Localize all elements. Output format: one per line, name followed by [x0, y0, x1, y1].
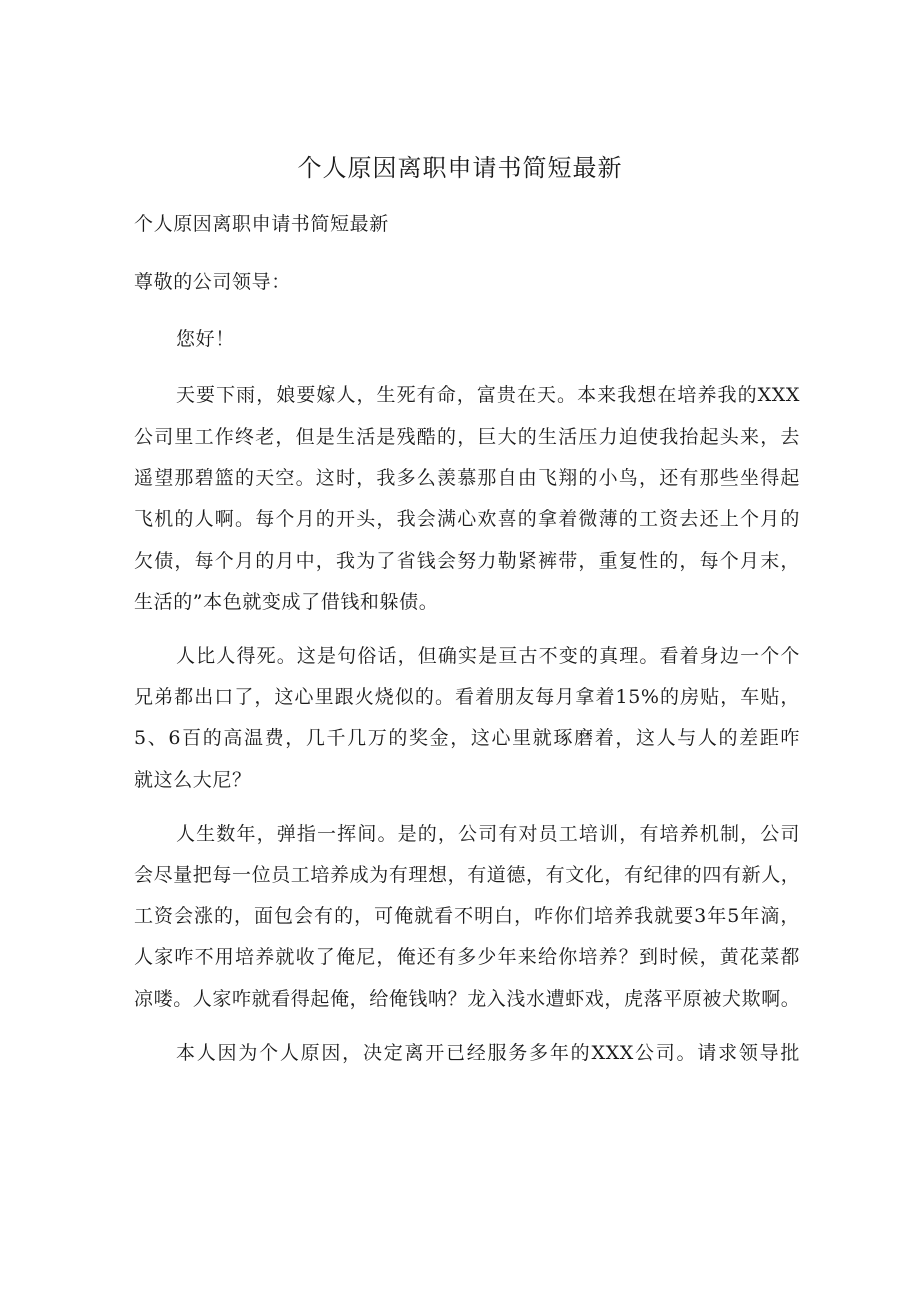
paragraph4-line: 本人因为个人原因，决定离开已经服务多年的XXX公司。请求领导批 [176, 1042, 800, 1064]
paragraph3-line: 工资会涨的，面包会有的，可俺就看不明白，咋你们培养我就要3年5年滴， [134, 905, 800, 927]
paragraph1-line: 生活的”本色就变成了借钱和躲债。 [134, 591, 439, 613]
paragraph3-line: 人生数年，弹指一挥间。是的，公司有对员工培训，有培养机制，公司 [176, 823, 800, 845]
document-subtitle: 个人原因离职申请书简短最新 [134, 213, 389, 235]
paragraph1-line: 天要下雨，娘要嫁人，生死有命，富贵在天。本来我想在培养我的XXX [176, 384, 800, 406]
greeting: 您好！ [176, 328, 235, 350]
paragraph1-line: 公司里工作终老，但是生活是残酷的，巨大的生活压力迫使我抬起头来，去 [134, 426, 800, 448]
salutation: 尊敬的公司领导： [134, 271, 291, 293]
paragraph2-line: 人比人得死。这是句俗话，但确实是亘古不变的真理。看着身边一个个 [176, 645, 800, 667]
paragraph3-line: 凉喽。人家咋就看得起俺，给俺钱呐？龙入浅水遭虾戏，虎落平原被犬欺啊。 [134, 988, 801, 1010]
paragraph3-line: 人家咋不用培养就收了俺尼，俺还有多少年来给你培养？到时候，黄花菜都 [134, 946, 800, 968]
paragraph2-line: 兄弟都出口了，这心里跟火烧似的。看着朋友每月拿着15%的房贴，车贴， [134, 686, 800, 708]
paragraph2-line: 就这么大尼？ [134, 769, 252, 791]
paragraph3-line: 会尽量把每一位员工培养成为有理想，有道德，有文化，有纪律的四有新人， [134, 864, 801, 886]
paragraph1-line: 飞机的人啊。每个月的开头，我会满心欢喜的拿着微薄的工资去还上个月的 [134, 508, 800, 530]
paragraph2-line: 5、6百的高温费，几千几万的奖金，这心里就琢磨着，这人与人的差距咋 [134, 727, 800, 749]
document-title: 个人原因离职申请书简短最新 [297, 154, 623, 182]
paragraph1-line: 欠债，每个月的月中，我为了省钱会努力勒紧裤带，重复性的，每个月末， [134, 550, 800, 572]
paragraph1-line: 遥望那碧篮的天空。这时，我多么羡慕那自由飞翔的小鸟，还有那些坐得起 [134, 467, 800, 489]
